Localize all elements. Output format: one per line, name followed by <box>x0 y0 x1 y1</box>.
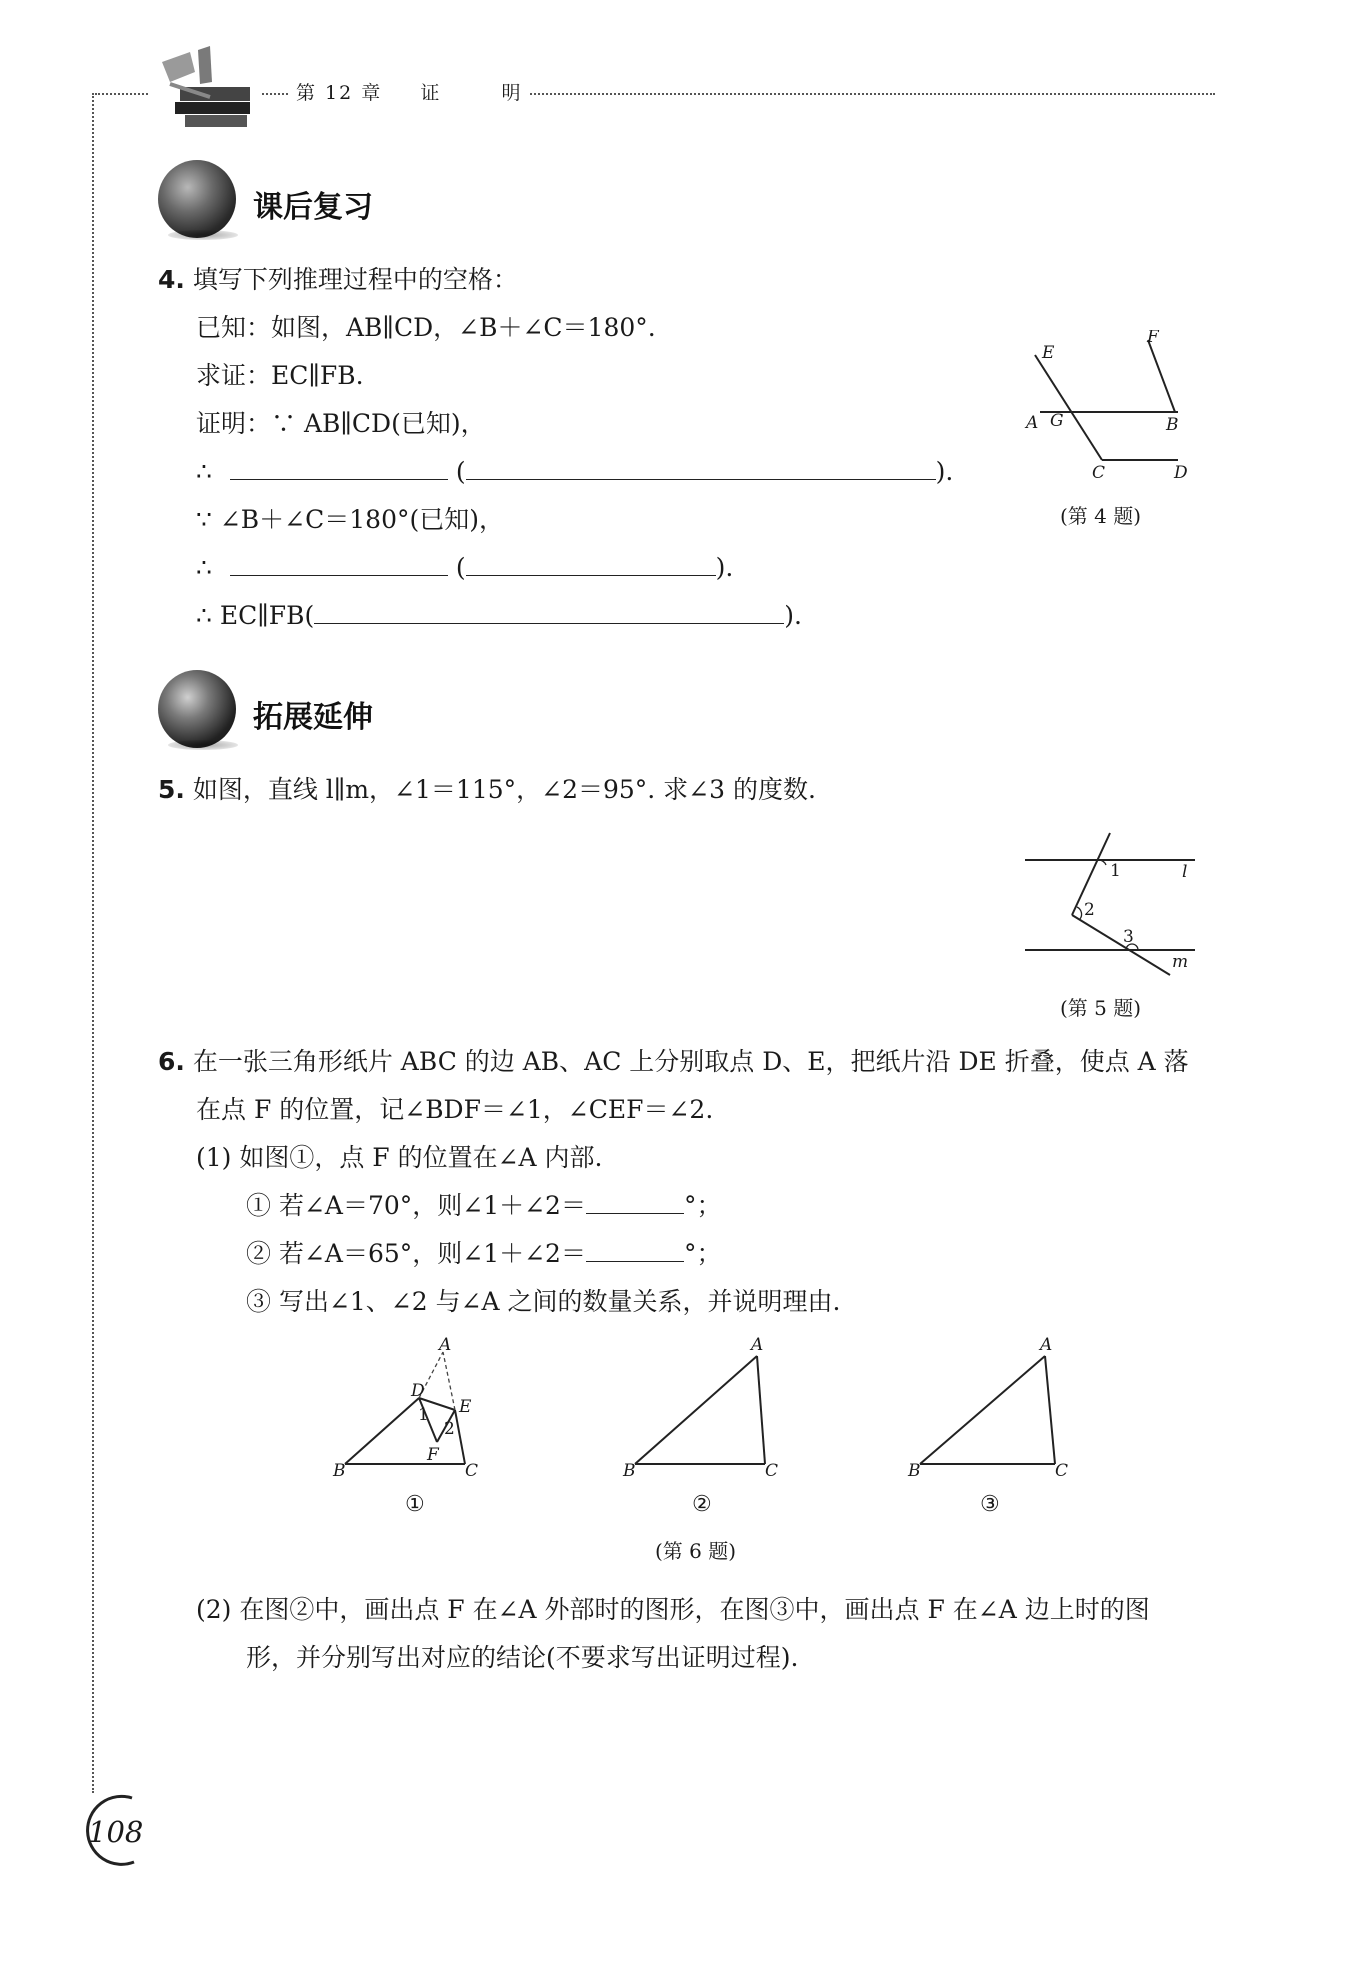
q5-caption: (第 5 题) <box>1060 996 1142 1020</box>
q4-stem <box>158 264 518 296</box>
label-C: C <box>1055 1461 1069 1480</box>
chapter-heading <box>288 78 530 105</box>
header-dotted-rule <box>95 93 1215 95</box>
section-title: 拓展延伸 <box>253 700 373 735</box>
label-B: B <box>333 1461 346 1480</box>
label-A: A <box>1026 413 1039 433</box>
right-paren: ). <box>935 457 954 486</box>
chapter-logo-icon <box>150 42 260 142</box>
q6-sub-1 <box>246 1190 721 1222</box>
q6-part-2-line-1: (2) 在图②中，画出点 F 在∠A 外部时的图形，在图③中，画出点 F 在∠A 边上时的图 <box>196 1595 1150 1624</box>
q4-blank-2[interactable] <box>466 457 936 480</box>
degree-suffix: °； <box>683 1191 722 1220</box>
label-E: E <box>1042 343 1055 363</box>
q6-part-1: (1) 如图①，点 F 的位置在∠A 内部. <box>196 1143 603 1172</box>
q6-figure-1 <box>325 1330 515 1480</box>
q6-number: 6. <box>158 1047 185 1076</box>
q6-sub-2 <box>246 1238 721 1270</box>
q4-proof-line-1: 证明：∵ AB∥CD(已知)， <box>196 409 486 438</box>
q6-caption: (第 6 题) <box>655 1539 737 1563</box>
left-paren: ( <box>455 457 466 486</box>
page-number: 108 <box>88 1815 144 1849</box>
label-F: F <box>1147 330 1159 347</box>
sphere-shadow <box>168 740 238 750</box>
label-D: D <box>411 1381 425 1401</box>
q4-prove: 求证：EC∥FB. <box>196 361 364 390</box>
left-paren: ( <box>455 553 466 582</box>
section-sphere-icon <box>158 670 236 748</box>
q6-stem-1 <box>158 1046 1189 1078</box>
q5-stem-text: 如图，直线 l∥m，∠1＝115°，∠2＝95°. 求∠3 的度数. <box>192 775 816 804</box>
q4-proof-line-4 <box>196 552 733 584</box>
section-title: 课后复习 <box>253 190 373 225</box>
angle-2-label: 2 <box>1084 900 1095 920</box>
label-B: B <box>1166 415 1179 435</box>
q6-stem-2: 在点 F 的位置，记∠BDF＝∠1，∠CEF＝∠2. <box>196 1095 714 1124</box>
q6-figure-2 <box>615 1330 805 1480</box>
label-A: A <box>439 1335 452 1355</box>
angle-3-label: 3 <box>1123 927 1134 947</box>
label-G: G <box>1050 411 1064 431</box>
transversal-2 <box>1072 915 1170 975</box>
therefore-symbol: ∴ <box>196 457 212 486</box>
q4-proof-line-5 <box>196 600 802 632</box>
q5-number: 5. <box>158 775 185 804</box>
q4-figure <box>1020 330 1220 490</box>
sphere-shadow <box>168 230 238 240</box>
therefore-symbol: ∴ <box>196 553 212 582</box>
q4-proof-line-3-text: ∠B＋∠C＝180°(已知)， <box>219 505 504 534</box>
section-sphere-icon <box>158 160 236 238</box>
because-symbol: ∵ <box>196 505 212 534</box>
q4-number: 4. <box>158 265 185 294</box>
right-paren: ). <box>715 553 734 582</box>
label-B: B <box>623 1461 636 1480</box>
q6-stem-text-1: 在一张三角形纸片 ABC 的边 AB、AC 上分别取点 D、E，把纸片沿 DE 折叠，使点 A 落 <box>192 1047 1189 1076</box>
q5-stem <box>158 774 816 806</box>
degree-suffix: °； <box>683 1239 722 1268</box>
label-C: C <box>465 1461 479 1480</box>
q6-blank-1[interactable] <box>586 1191 684 1214</box>
label-C: C <box>765 1461 779 1480</box>
q6-figure-2-mark: ② <box>692 1492 712 1517</box>
q4-blank-1[interactable] <box>230 457 448 480</box>
q6-sub-2-text: ② 若∠A＝65°，则∠1＋∠2＝ <box>246 1239 586 1268</box>
q4-stem-text: 填写下列推理过程中的空格： <box>192 265 518 294</box>
label-E: E <box>459 1397 472 1417</box>
q4-blank-5[interactable] <box>314 601 784 624</box>
q5-figure <box>1020 825 1220 985</box>
q6-blank-2[interactable] <box>586 1239 684 1262</box>
q4-proof-line-3 <box>196 504 504 536</box>
chapter-name-1: 证 <box>420 82 442 104</box>
q6-figure-3 <box>900 1330 1090 1480</box>
angle-2-label: 2 <box>444 1419 455 1439</box>
chapter-number: 第 12 章 <box>296 82 383 104</box>
q6-figure-3-mark: ③ <box>980 1492 1000 1517</box>
q6-sub-3: ③ 写出∠1、∠2 与∠A 之间的数量关系，并说明理由. <box>246 1287 841 1316</box>
q4-final-prefix: ∴ EC∥FB( <box>196 601 315 630</box>
angle-1-label: 1 <box>1110 861 1121 881</box>
label-D: D <box>1174 463 1188 483</box>
q6-figure-1-mark: ① <box>405 1492 425 1517</box>
q4-given: 已知：如图，AB∥CD，∠B＋∠C＝180°. <box>196 313 656 342</box>
label-A: A <box>1040 1335 1053 1355</box>
label-C: C <box>1092 463 1106 483</box>
line-FB <box>1148 340 1175 412</box>
line-EC <box>1035 355 1102 460</box>
angle-1-label: 1 <box>418 1405 429 1425</box>
q6-sub-1-text: ① 若∠A＝70°，则∠1＋∠2＝ <box>246 1191 586 1220</box>
q4-blank-3[interactable] <box>230 553 448 576</box>
label-l: l <box>1182 862 1188 882</box>
q4-blank-4[interactable] <box>466 553 716 576</box>
q4-caption: (第 4 题) <box>1060 504 1142 528</box>
q4-proof-line-2 <box>196 456 953 488</box>
label-F: F <box>427 1445 439 1465</box>
left-dotted-rule <box>92 93 94 1793</box>
label-m: m <box>1172 952 1189 972</box>
right-paren: ). <box>784 601 802 630</box>
chapter-name-2: 明 <box>501 82 523 104</box>
label-B: B <box>908 1461 921 1480</box>
label-A: A <box>751 1335 764 1355</box>
q6-part-2-line-2: 形，并分别写出对应的结论(不要求写出证明过程). <box>246 1643 799 1672</box>
